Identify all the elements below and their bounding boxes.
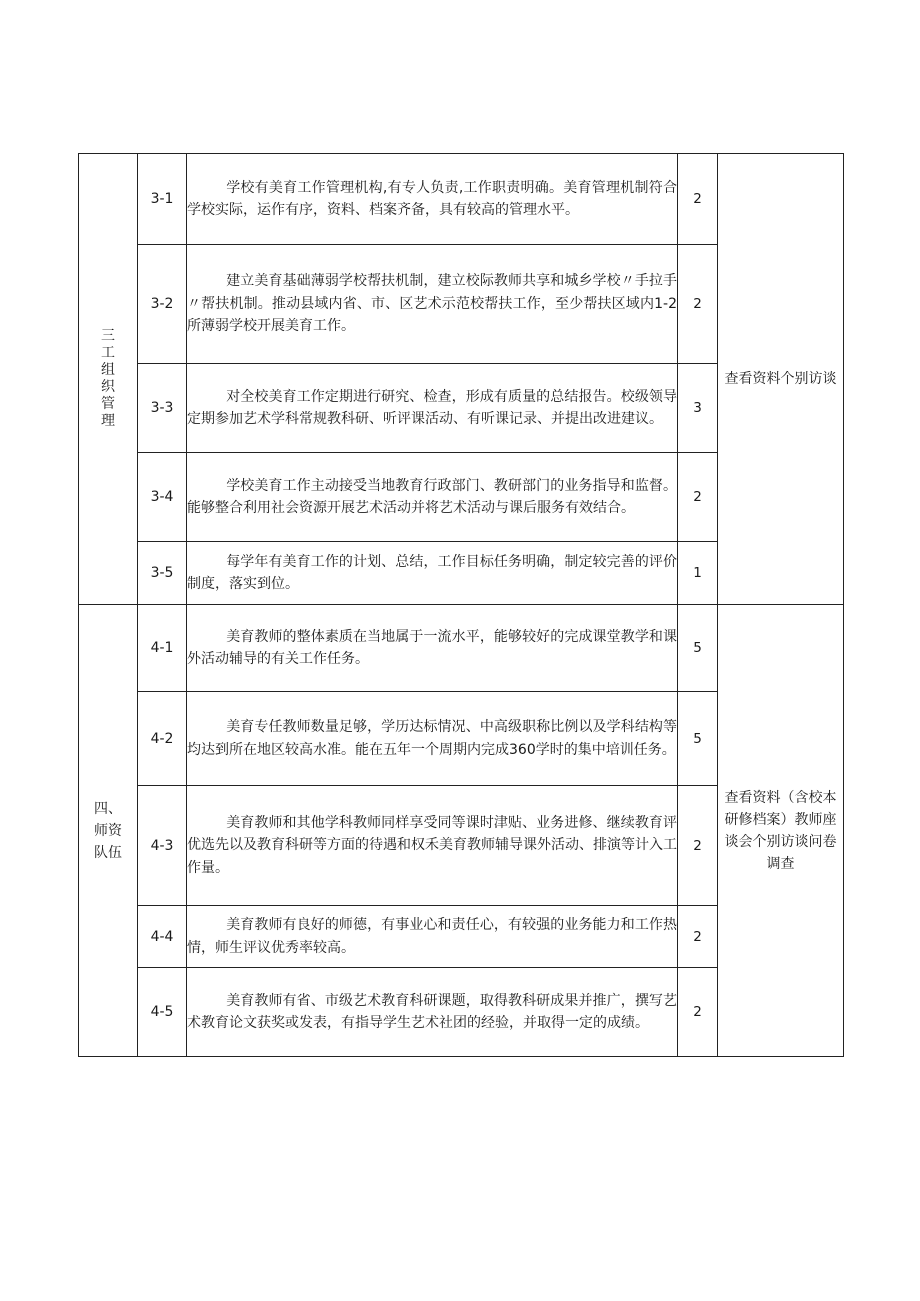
item-description: 每学年有美育工作的计划、总结，工作目标任务明确，制定较完善的评价制度，落实到位。: [187, 542, 678, 605]
item-score: 5: [678, 605, 718, 692]
item-code: 4-1: [138, 605, 187, 692]
item-score: 3: [678, 364, 718, 453]
item-description: 对全校美育工作定期进行研究、检查，形成有质量的总结报告。校级领导定期参加艺术学科常规教科研、听评课活动、有听课记录、并提出改进建议。: [187, 364, 678, 453]
table-row: [79, 154, 844, 245]
item-description: 美育教师的整体素质在当地属于一流水平，能够较好的完成课堂教学和课外活动辅导的有关工作任务。: [187, 605, 678, 692]
item-code: 4-2: [138, 692, 187, 786]
item-description: 建立美育基础薄弱学校帮扶机制，建立校际教师共享和城乡学校〃手拉手〃帮扶机制。推动县域内省、市、区艺术示范校帮扶工作，至少帮扶区域内1-2所薄弱学校开展美育工作。: [187, 245, 678, 364]
evaluation-table: [78, 153, 844, 1057]
item-code: 3-1: [138, 154, 187, 245]
item-code: 3-2: [138, 245, 187, 364]
item-score: 1: [678, 542, 718, 605]
item-description: 学校有美育工作管理机构,有专人负责,工作职责明确。美育管理机制符合学校实际，运作有序，资料、档案齐备，具有较高的管理水平。: [187, 154, 678, 245]
category-cell-teachers: [79, 605, 138, 1057]
item-description: 美育专任教师数量足够，学历达标情况、中高级职称比例以及学科结构等均达到所在地区较高水准。能在五年一个周期内完成360学时的集中培训任务。: [187, 692, 678, 786]
item-code: 4-4: [138, 906, 187, 968]
item-code: 4-3: [138, 786, 187, 906]
item-score: 5: [678, 692, 718, 786]
item-description: 美育教师和其他学科教师同样享受同等课时津贴、业务进修、继续教育评优选先以及教育科研等方面的待遇和权禾美育教师辅导课外活动、排演等计入工作量。: [187, 786, 678, 906]
item-code: 3-3: [138, 364, 187, 453]
item-description: 美育教师有良好的师德，有事业心和责任心，有较强的业务能力和工作热情，师生评议优秀率较高。: [187, 906, 678, 968]
assessment-method-cell: 查看资料个别访谈: [718, 154, 844, 605]
item-score: 2: [678, 968, 718, 1057]
item-description: 学校美育工作主动接受当地教育行政部门、教研部门的业务指导和监督。能够整合利用社会资源开展艺术活动并将艺术活动与课后服务有效结合。: [187, 453, 678, 542]
item-code: 3-4: [138, 453, 187, 542]
item-score: 2: [678, 245, 718, 364]
item-score: 2: [678, 453, 718, 542]
item-code: 3-5: [138, 542, 187, 605]
category-cell-organization: [79, 154, 138, 605]
item-score: 2: [678, 154, 718, 245]
assessment-method-cell: 查看资料（含校本研修档案）教师座谈会个别访谈问卷调查: [718, 605, 844, 1057]
item-score: 2: [678, 786, 718, 906]
category-label: 三工组织管理: [101, 327, 115, 429]
category-label: 四、师资队伍: [94, 800, 122, 861]
item-score: 2: [678, 906, 718, 968]
item-code: 4-5: [138, 968, 187, 1057]
table-row: [79, 605, 844, 692]
item-description: 美育教师有省、市级艺术教育科研课题，取得教科研成果并推广，撰写艺术教育论文获奖或发表，有指导学生艺术社团的经验，并取得一定的成绩。: [187, 968, 678, 1057]
